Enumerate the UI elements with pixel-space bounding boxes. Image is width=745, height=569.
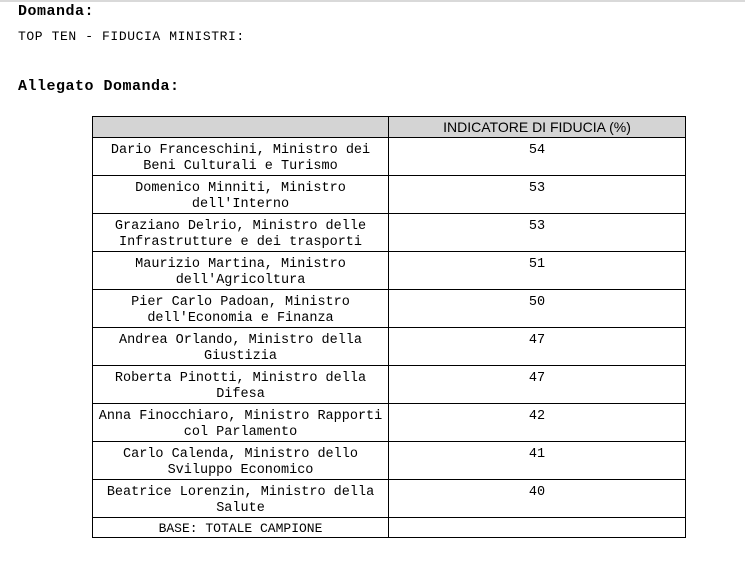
- trust-value: 42: [389, 404, 686, 442]
- table-row: [93, 214, 686, 252]
- trust-value: 40: [389, 480, 686, 518]
- table-row: [93, 138, 686, 176]
- column-header-trust-indicator: INDICATORE DI FIDUCIA (%): [389, 117, 686, 138]
- minister-name: Roberta Pinotti, Ministro della Difesa: [93, 366, 389, 404]
- question-text: TOP TEN - FIDUCIA MINISTRI:: [18, 29, 245, 44]
- minister-name: Dario Franceschini, Ministro dei Beni Culturali e Turismo: [93, 138, 389, 176]
- top-divider: [0, 0, 745, 2]
- trust-value: 51: [389, 252, 686, 290]
- table-row: [93, 366, 686, 404]
- minister-name: Pier Carlo Padoan, Ministro dell'Economia e Finanza: [93, 290, 389, 328]
- sample-base-value: [389, 518, 686, 538]
- table-row: [93, 442, 686, 480]
- attachment-heading: Allegato Domanda:: [18, 78, 180, 95]
- table-footer-row: [93, 518, 686, 538]
- table-row: [93, 290, 686, 328]
- table-row: [93, 480, 686, 518]
- sample-base-label: BASE: TOTALE CAMPIONE: [93, 518, 389, 538]
- table-row: [93, 176, 686, 214]
- minister-name: Maurizio Martina, Ministro dell'Agricoltura: [93, 252, 389, 290]
- minister-name: Domenico Minniti, Ministro dell'Interno: [93, 176, 389, 214]
- minister-name: Carlo Calenda, Ministro dello Sviluppo Economico: [93, 442, 389, 480]
- minister-name: Andrea Orlando, Ministro della Giustizia: [93, 328, 389, 366]
- trust-value: 47: [389, 366, 686, 404]
- trust-value: 53: [389, 176, 686, 214]
- minister-name: Graziano Delrio, Ministro delle Infrastrutture e dei trasporti: [93, 214, 389, 252]
- trust-value: 50: [389, 290, 686, 328]
- table-header-row: [93, 117, 686, 138]
- trust-value: 53: [389, 214, 686, 252]
- question-heading: Domanda:: [18, 3, 95, 20]
- column-header-minister: [93, 117, 389, 138]
- trust-value: 47: [389, 328, 686, 366]
- minister-name: Anna Finocchiaro, Ministro Rapporti col Parlamento: [93, 404, 389, 442]
- trust-ranking-table: [92, 116, 686, 538]
- table-row: [93, 404, 686, 442]
- table-row: [93, 328, 686, 366]
- table-row: [93, 252, 686, 290]
- minister-name: Beatrice Lorenzin, Ministro della Salute: [93, 480, 389, 518]
- trust-value: 41: [389, 442, 686, 480]
- trust-value: 54: [389, 138, 686, 176]
